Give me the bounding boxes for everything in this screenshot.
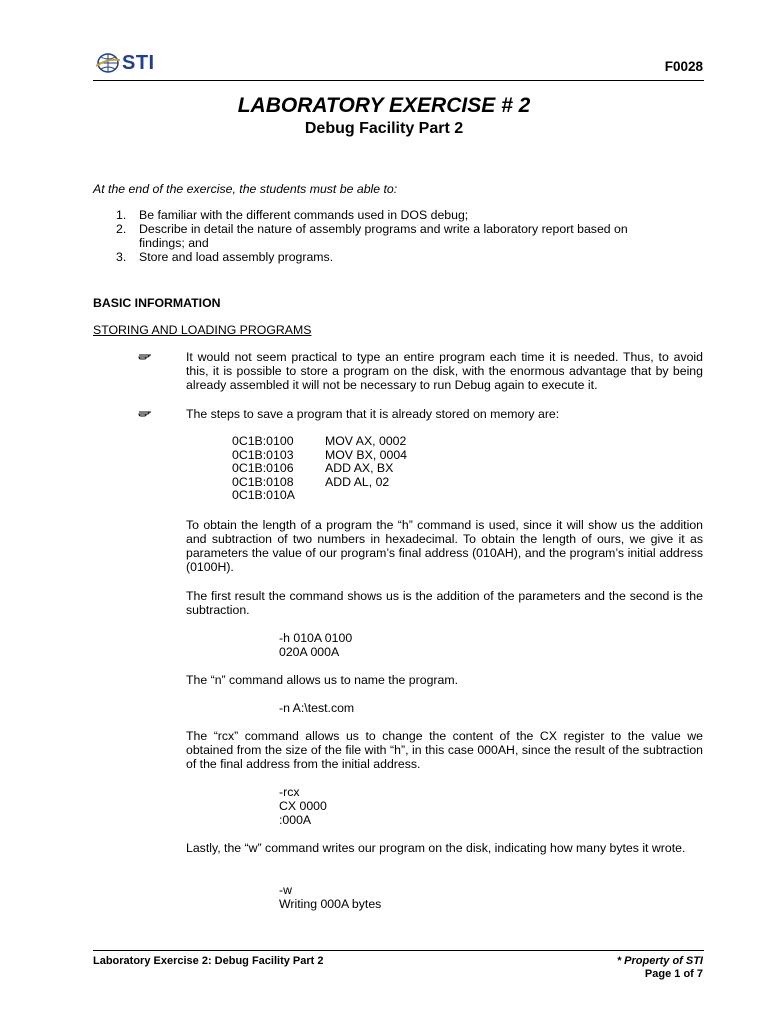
header-divider	[93, 80, 704, 81]
command-example: -h 010A 0100	[279, 631, 353, 645]
code-row	[232, 476, 407, 490]
code-row	[232, 449, 407, 463]
command-output: Writing 000A bytes	[279, 897, 382, 911]
footer-divider	[93, 950, 704, 951]
paragraph-length: To obtain the length of a program the “h” command is used, since it will show us the addition and subtraction of two numbers in hexadecimal. To obtain the length of ours, we give it as parameters the value of our program’s final address (010AH), and the program’s initial address (0100H).	[186, 518, 703, 574]
command-example: -w	[279, 883, 292, 897]
code-row	[232, 489, 407, 503]
pointing-hand-icon	[138, 351, 152, 361]
paragraph-rcx-command: The “rcx” command allows us to change the content of the CX register to the value we obtained from the size of the file with “h”, in this case 000AH, since the result of the subtraction of the final address from the initial address.	[186, 729, 703, 771]
objective-number: 3.	[116, 250, 127, 264]
subsection-heading: STORING AND LOADING PROGRAMS	[93, 323, 312, 337]
paragraph-n-command: The “n” command allows us to name the program.	[186, 673, 459, 687]
code-instruction: MOV AX, 0002	[325, 434, 407, 448]
bullet-text: The steps to save a program that it is already stored on memory are:	[186, 407, 560, 421]
code-row	[232, 462, 407, 476]
objective-number: 2.	[116, 222, 127, 236]
page-number: Page 1 of 7	[644, 968, 703, 980]
pointing-hand-icon	[138, 408, 152, 418]
page-subtitle: Debug Facility Part 2	[304, 120, 464, 137]
code-instruction	[325, 489, 407, 503]
footer-property: * Property of STI	[616, 955, 703, 967]
objectives-intro: At the end of the exercise, the students must be able to:	[93, 182, 398, 196]
code-listing	[232, 435, 407, 503]
section-heading: BASIC INFORMATION	[93, 296, 221, 310]
paragraph-w-command: Lastly, the “w” command writes our program on the disk, indicating how many bytes it wrote.	[186, 841, 686, 855]
paragraph-first-result: The first result the command shows us is the addition of the parameters and the second is the subtraction.	[186, 589, 703, 617]
objective-text: Describe in detail the nature of assembly programs and write a laboratory report based on findings; and	[139, 222, 628, 250]
code-row	[232, 435, 407, 449]
code-address: 0C1B:0108	[232, 474, 294, 489]
footer-info	[617, 955, 703, 981]
logo-text: STI	[122, 51, 155, 74]
objective-text: Store and load assembly programs.	[139, 250, 334, 264]
code-instruction: ADD AL, 02	[325, 474, 390, 489]
sti-logo	[96, 48, 155, 78]
bullet-text: It would not seem practical to type an entire program each time it is needed. Thus, to avoid this, it is possible to store a program on the disk, with the enormous advantage that by being already assembled it will not be necessary to run Debug again to execute it.	[186, 350, 703, 392]
page-title: LABORATORY EXERCISE # 2	[237, 94, 531, 117]
code-address: 0C1B:0103	[232, 447, 294, 462]
code-instruction: MOV BX, 0004	[325, 447, 408, 462]
command-output: 020A 000A	[279, 645, 340, 659]
objective-text: Be familiar with the different commands used in DOS debug;	[139, 208, 469, 222]
objective-item	[93, 222, 673, 250]
globe-icon	[96, 52, 120, 74]
form-code: F0028	[664, 59, 703, 74]
code-instruction: ADD AX, BX	[325, 461, 394, 476]
code-address: 0C1B:0100	[232, 434, 294, 448]
footer-title: Laboratory Exercise 2: Debug Facility Part 2	[93, 955, 324, 967]
objective-item	[93, 250, 673, 264]
objective-number: 1.	[116, 208, 127, 222]
command-output: CX 0000	[279, 799, 327, 813]
code-address: 0C1B:0106	[232, 461, 294, 476]
command-example: -n A:\test.com	[279, 701, 355, 715]
objective-item	[93, 208, 673, 222]
command-input: :000A	[279, 813, 312, 827]
code-address: 0C1B:010A	[232, 488, 295, 503]
command-example: -rcx	[279, 785, 300, 799]
